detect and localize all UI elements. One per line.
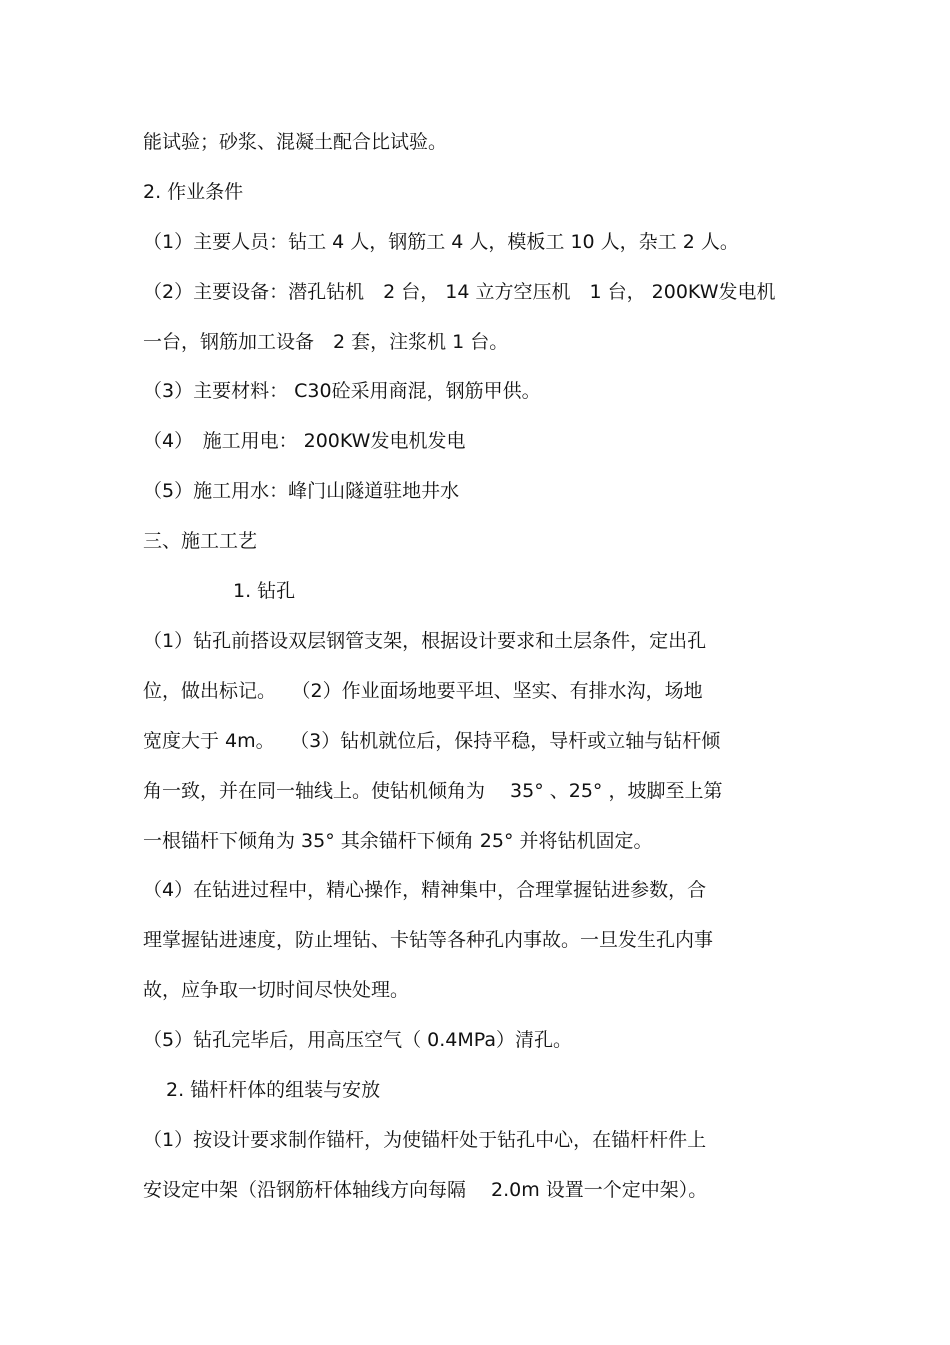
text-line: 故，应争取一切时间尽快处理。 [143, 979, 410, 1001]
text-line: （5）施工用水：峰门山隧道驻地井水 [143, 480, 460, 502]
text-line: 能试验；砂浆、混凝土配合比试验。 [143, 131, 448, 153]
text-line: 角一致，并在同一轴线上。使钻机倾角为 35° 、25° ，坡脚至上第 [143, 780, 723, 802]
section-heading: 2. 作业条件 [143, 181, 244, 203]
text-line: 安设定中架（沿钢筋杆体轴线方向每隔 2.0m 设置一个定中架）。 [143, 1179, 708, 1201]
text-line: （2）主要设备：潜孔钻机 2 台， 14 立方空压机 1 台， 200KW发电机 [143, 281, 776, 303]
text-line: （4） 施工用电： 200KW发电机发电 [143, 430, 466, 452]
text-line: （3）主要材料： C30砼采用商混，钢筋甲供。 [143, 380, 541, 402]
text-line: 一台，钢筋加工设备 2 套，注浆机 1 台。 [143, 331, 509, 353]
text-line: （1）按设计要求制作锚杆，为使锚杆处于钻孔中心，在锚杆杆件上 [143, 1129, 707, 1151]
subsection-heading: 2. 锚杆杆体的组装与安放 [166, 1079, 381, 1101]
text-line: （4）在钻进过程中，精心操作，精神集中，合理掌握钻进参数，合 [143, 879, 707, 901]
text-line: （5）钻孔完毕后，用高压空气（ 0.4MPa）清孔。 [143, 1029, 572, 1051]
subsection-heading: 1. 钻孔 [233, 580, 296, 602]
section-heading: 三、施工工艺 [143, 530, 258, 552]
text-line: 一根锚杆下倾角为 35° 其余锚杆下倾角 25° 并将钻机固定。 [143, 830, 653, 852]
text-line: 理掌握钻进速度，防止埋钻、卡钻等各种孔内事故。一旦发生孔内事 [143, 929, 714, 951]
text-line: 宽度大于 4m。 （3）钻机就位后，保持平稳，导杆或立轴与钻杆倾 [143, 730, 721, 752]
text-line: （1）钻孔前搭设双层钢管支架，根据设计要求和土层条件，定出孔 [143, 630, 707, 652]
text-line: （1）主要人员：钻工 4 人，钢筋工 4 人，模板工 10 人，杂工 2 人。 [143, 231, 739, 253]
text-line: 位，做出标记。 （2）作业面场地要平坦、坚实、有排水沟，场地 [143, 680, 703, 702]
